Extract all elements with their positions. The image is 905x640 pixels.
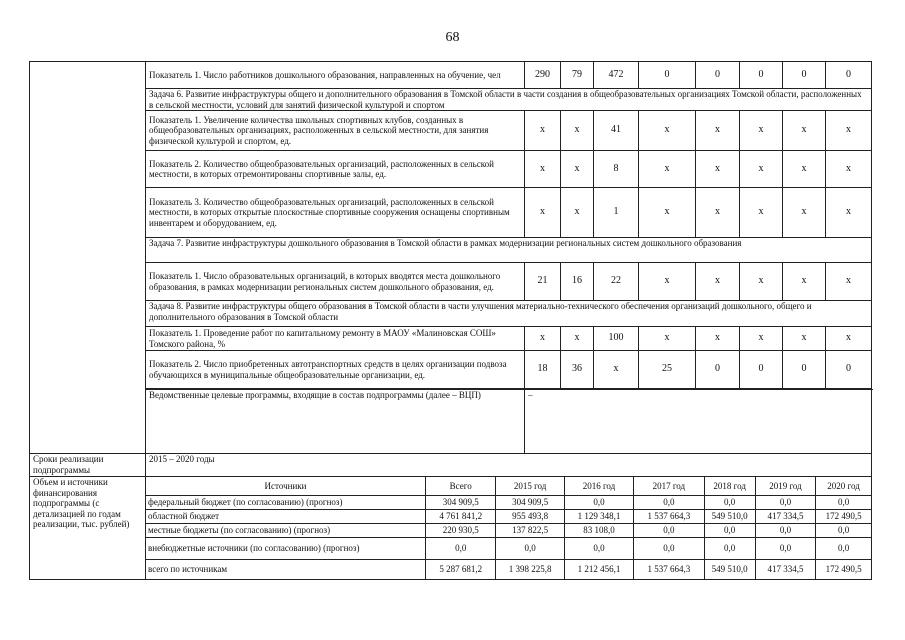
table-row [30, 263, 872, 301]
indicator-text: Показатель 1. Проведение работ по капитальному ремонту в МАОУ «Малиновская СОШ» Томского района, % [146, 327, 525, 351]
finance-value: 0,0 [634, 537, 704, 559]
table-row [30, 477, 872, 580]
value-cell: 21 [525, 263, 561, 301]
terms-value: 2015 – 2020 годы [146, 454, 872, 477]
value-cell: 0 [696, 351, 740, 389]
column-header: 2016 год [564, 477, 633, 495]
page-number: 68 [445, 30, 460, 45]
finance-value: 417 334,5 [755, 509, 815, 523]
value-cell: x [826, 111, 872, 151]
value-cell: x [696, 111, 740, 151]
value-cell: x [525, 327, 561, 351]
finance-value: 0,0 [634, 495, 704, 509]
value-cell: x [740, 263, 783, 301]
finance-value: 304 909,5 [426, 495, 496, 509]
value-cell: x [740, 111, 783, 151]
finance-header-row [146, 477, 871, 495]
finance-value: 1 537 664,3 [634, 559, 704, 579]
value-cell: 0 [783, 351, 826, 389]
value-cell: 0 [783, 62, 826, 89]
finance-value: 0,0 [816, 523, 871, 537]
finance-value: 220 930,5 [426, 523, 496, 537]
finance-value: 0,0 [755, 495, 815, 509]
table-row [146, 509, 871, 523]
value-cell: x [561, 151, 594, 188]
value-cell: 0 [740, 351, 783, 389]
finance-value: 304 909,5 [496, 495, 564, 509]
finance-value: 549 510,0 [704, 559, 755, 579]
value-cell: 0 [740, 62, 783, 89]
value-cell: 36 [561, 351, 594, 389]
finance-value: 0,0 [564, 495, 633, 509]
finance-value: 0,0 [704, 537, 755, 559]
finance-value: 0,0 [426, 537, 496, 559]
terms-label: Сроки реализации подпрограммы [30, 454, 146, 477]
finance-value: 0,0 [496, 537, 564, 559]
finance-source: федеральный бюджет (по согласованию) (прогноз) [146, 495, 426, 509]
value-cell: x [561, 111, 594, 151]
value-cell: 472 [594, 62, 639, 89]
value-cell: 0 [826, 351, 872, 389]
indicators-label-cell [30, 62, 146, 454]
finance-value: 83 108,0 [564, 523, 633, 537]
table-row [146, 523, 871, 537]
finance-cell [146, 477, 872, 580]
finance-source: местные бюджеты (по согласованию) (прогноз) [146, 523, 426, 537]
value-cell: 79 [561, 62, 594, 89]
finance-label: Объем и источники финансирования подпрограммы (с детализацией по годам реализации, тыс. рублей) [30, 477, 146, 580]
value-cell: x [740, 188, 783, 238]
table-row [30, 301, 872, 327]
table-row [30, 62, 872, 89]
finance-value: 955 493,8 [496, 509, 564, 523]
finance-table [146, 477, 871, 579]
value-cell: x [826, 263, 872, 301]
value-cell: 16 [561, 263, 594, 301]
finance-value: 1 212 456,1 [564, 559, 633, 579]
table-row [146, 495, 871, 509]
table-row [30, 390, 872, 454]
value-cell: 18 [525, 351, 561, 389]
table-row [30, 89, 872, 111]
finance-value: 1 398 225,8 [496, 559, 564, 579]
table-row [30, 188, 872, 238]
value-cell: x [826, 327, 872, 351]
finance-source: областной бюджет [146, 509, 426, 523]
finance-value: 0,0 [634, 523, 704, 537]
finance-value: 137 822,5 [496, 523, 564, 537]
value-cell: x [826, 188, 872, 238]
finance-value: 417 334,5 [755, 559, 815, 579]
table-row [30, 151, 872, 188]
table-row [30, 327, 872, 351]
value-cell: x [561, 327, 594, 351]
value-cell: x [594, 351, 639, 389]
indicator-text: Показатель 2. Число приобретенных автотранспортных средств в целях организации подвоза обучающихся в муниципальные общеобразовательные организации, ед. [146, 351, 525, 389]
task-title: Задача 7. Развитие инфраструктуры дошкольного образования в Томской области в рамках модернизации региональных систем дошкольного образования [146, 238, 872, 263]
indicator-text: Показатель 2. Количество общеобразовательных организаций, расположенных в сельской местности, в которых отремонтированы спортивные залы, ед. [146, 151, 525, 188]
finance-source: всего по источникам [146, 559, 426, 579]
value-cell: 0 [826, 62, 872, 89]
column-header: Всего [426, 477, 496, 495]
finance-source: внебюджетные источники (по согласованию) (прогноз) [146, 537, 426, 559]
finance-value: 1 537 664,3 [634, 509, 704, 523]
finance-value: 172 490,5 [816, 559, 871, 579]
value-cell: 25 [639, 351, 696, 389]
finance-value: 0,0 [704, 495, 755, 509]
value-cell: x [740, 151, 783, 188]
value-cell: x [696, 327, 740, 351]
column-header: 2015 год [496, 477, 564, 495]
table-row [30, 238, 872, 263]
finance-value: 0,0 [816, 537, 871, 559]
table-row [146, 559, 871, 579]
finance-value: 0,0 [816, 495, 871, 509]
finance-value: 0,0 [755, 523, 815, 537]
table-row [30, 454, 872, 477]
value-cell: x [696, 263, 740, 301]
finance-value: 0,0 [755, 537, 815, 559]
finance-value: 0,0 [564, 537, 633, 559]
value-cell: 0 [639, 62, 696, 89]
finance-value: 549 510,0 [704, 509, 755, 523]
value-cell: 290 [525, 62, 561, 89]
column-header: 2019 год [755, 477, 815, 495]
value-cell: x [783, 188, 826, 238]
vcp-label: Ведомственные целевые программы, входящие в состав подпрограммы (далее – ВЦП) [146, 390, 525, 454]
value-cell: x [525, 151, 561, 188]
value-cell: x [525, 188, 561, 238]
column-header: 2018 год [704, 477, 755, 495]
value-cell: 0 [696, 62, 740, 89]
value-cell: x [783, 327, 826, 351]
indicator-text: Показатель 1. Число работников дошкольного образования, направленных на обучение, чел [146, 62, 525, 89]
table-row [146, 537, 871, 559]
vcp-value: – [525, 390, 872, 454]
table-row [30, 111, 872, 151]
value-cell: x [639, 263, 696, 301]
value-cell: x [639, 111, 696, 151]
finance-value: 1 129 348,1 [564, 509, 633, 523]
value-cell: x [826, 151, 872, 188]
column-header: 2017 год [634, 477, 704, 495]
value-cell: 1 [594, 188, 639, 238]
value-cell: 100 [594, 327, 639, 351]
value-cell: x [639, 151, 696, 188]
column-header: Источники [146, 477, 426, 495]
value-cell: x [639, 327, 696, 351]
indicator-text: Показатель 1. Увеличение количества школьных спортивных клубов, созданных в общеобразовательных организациях, расположенных в сельской местности, для занятия физической культурой и спортом, ед. [146, 111, 525, 151]
table-row [30, 351, 872, 389]
value-cell: x [696, 188, 740, 238]
value-cell: x [783, 263, 826, 301]
value-cell: 41 [594, 111, 639, 151]
value-cell: x [696, 151, 740, 188]
value-cell: x [525, 111, 561, 151]
indicator-text: Показатель 3. Количество общеобразовательных организаций, расположенных в сельской местности, в которых открытые плоскостные спортивные сооружения оснащены спортивным инвентарем и оборудованием, ед. [146, 188, 525, 238]
value-cell: x [561, 188, 594, 238]
finance-value: 0,0 [704, 523, 755, 537]
value-cell: x [639, 188, 696, 238]
value-cell: 22 [594, 263, 639, 301]
value-cell: x [783, 151, 826, 188]
value-cell: x [783, 111, 826, 151]
finance-value: 172 490,5 [816, 509, 871, 523]
indicator-text: Показатель 1. Число образовательных организаций, в которых вводятся места дошкольного образования, в рамках модернизации региональных систем дошкольного образования, ед. [146, 263, 525, 301]
task-title: Задача 6. Развитие инфраструктуры общего и дополнительного образования в Томской области в части создания в общеобразовательных организациях Томской области, расположенных в сельской местности, условий для занятий физической культурой и спортом [146, 89, 872, 111]
column-header: 2020 год [816, 477, 871, 495]
task-title: Задача 8. Развитие инфраструктуры общего образования в Томской области в части улучшения материально-технического обеспечения организаций дошкольного, общего и дополнительного образования в Томской области [146, 301, 872, 327]
subprogram-passport-table [29, 61, 872, 580]
value-cell: x [740, 327, 783, 351]
value-cell: 8 [594, 151, 639, 188]
finance-value: 4 761 841,2 [426, 509, 496, 523]
finance-value: 5 287 681,2 [426, 559, 496, 579]
